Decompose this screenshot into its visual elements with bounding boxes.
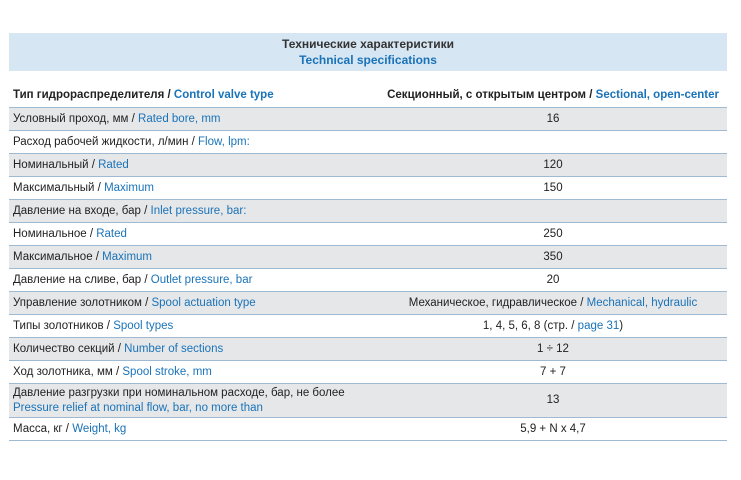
row-value-ru: 1 ÷ 12: [537, 342, 569, 355]
row-label-en: Weight, kg: [72, 422, 127, 435]
row-label: [9, 319, 379, 334]
row-label-en: Spool types: [113, 319, 174, 332]
row-label-ru: Давление на сливе, бар /: [13, 273, 151, 286]
header-right-en: Sectional, open-center: [595, 89, 719, 101]
row-value: [379, 158, 727, 173]
row-value: [379, 250, 727, 265]
row-label: [9, 204, 379, 219]
row-label: [9, 227, 379, 242]
row-label-ru: Управление золотником /: [13, 296, 152, 309]
row-label-en: Inlet pressure, bar:: [150, 204, 247, 217]
row-value-ru: 1, 4, 5, 6, 8 (стр. /: [482, 319, 578, 332]
table-row: [9, 384, 727, 418]
table-row: [9, 292, 727, 315]
table-row: [9, 361, 727, 384]
title-ru: Технические характеристики: [281, 37, 455, 51]
table-row: [9, 200, 727, 223]
row-value-tail: ): [619, 319, 624, 332]
row-value: [379, 319, 727, 334]
row-label-en: Rated: [96, 227, 127, 240]
row-value-en: page 31: [577, 319, 620, 332]
row-label: [9, 135, 379, 150]
spec-table: [9, 33, 727, 441]
row-value-ru: 13: [546, 394, 560, 406]
row-label-en: Pressure relief at nominal flow, bar, no more than: [13, 401, 263, 414]
row-label: [9, 273, 379, 288]
row-value-ru: 150: [543, 181, 563, 194]
row-label-en: Outlet pressure, bar: [150, 273, 253, 286]
row-label-en: Rated: [98, 158, 129, 171]
row-label: [9, 342, 379, 357]
table-row: [9, 338, 727, 361]
row-label: [9, 365, 379, 380]
header-right: [379, 88, 727, 103]
table-row: [9, 108, 727, 131]
row-value-en: Mechanical, hydraulic: [586, 296, 698, 309]
row-value: [379, 227, 727, 242]
row-label: [9, 112, 379, 127]
row-label-ru: Номинальное /: [13, 227, 97, 240]
table-row: [9, 269, 727, 292]
table-row: [9, 154, 727, 177]
row-value-ru: 250: [543, 227, 563, 240]
row-label-ru: Максимальное /: [13, 250, 103, 263]
row-label-en: Rated bore, mm: [138, 112, 221, 125]
row-label: [9, 250, 379, 265]
row-value-ru: 16: [546, 112, 560, 125]
row-label: [9, 386, 379, 416]
row-value-ru: 120: [543, 158, 563, 171]
table-row: [9, 177, 727, 200]
table-row: [9, 315, 727, 338]
row-label: [9, 296, 379, 311]
title-en: Technical specifications: [299, 53, 437, 67]
row-label-ru: Расход рабочей жидкости, л/мин /: [13, 135, 199, 148]
header-right-ru: Секционный, с открытым центром /: [387, 89, 596, 101]
table-title-box: [9, 33, 727, 71]
row-value: [379, 273, 727, 288]
row-label-ru: Масса, кг /: [13, 422, 73, 435]
header-left: [9, 88, 379, 103]
row-label-ru: Номинальный /: [13, 158, 99, 171]
row-value: [379, 422, 727, 437]
table-row: [9, 246, 727, 269]
row-label: [9, 422, 379, 437]
table-row: [9, 223, 727, 246]
row-label-ru: Количество секций /: [13, 342, 125, 355]
table-header: [9, 84, 727, 108]
row-label-ru: Условный проход, мм /: [13, 112, 139, 125]
row-value-ru: 20: [546, 273, 560, 286]
table-row: [9, 131, 727, 154]
row-value: [379, 365, 727, 380]
row-label-en: Maximum: [104, 181, 154, 194]
row-value: [379, 112, 727, 127]
row-value-ru: 350: [543, 250, 563, 263]
row-label-en: Flow, lpm:: [198, 135, 250, 148]
row-label-ru: Ход золотника, мм /: [13, 365, 123, 378]
row-label-ru: Типы золотников /: [13, 319, 114, 332]
row-value: [379, 393, 727, 408]
row-label-ru: Максимальный /: [13, 181, 105, 194]
row-label-en: Spool stroke, mm: [122, 365, 212, 378]
row-label-ru: Давление на входе, бар /: [13, 204, 151, 217]
row-value: [379, 181, 727, 196]
row-label: [9, 158, 379, 173]
row-value-ru: Механическое, гидравлическое /: [408, 296, 587, 309]
row-label-en: Number of sections: [124, 342, 224, 355]
row-label-en: Maximum: [102, 250, 153, 263]
row-label-en: Spool actuation type: [151, 296, 256, 309]
row-value: [379, 296, 727, 311]
row-value: [379, 342, 727, 357]
row-label-ru: Давление разгрузки при номинальном расходе, бар, не более: [13, 386, 345, 399]
header-left-en: Control valve type: [173, 89, 274, 101]
row-label: [9, 181, 379, 196]
table-row: [9, 418, 727, 441]
row-value-ru: 7 + 7: [540, 365, 566, 378]
header-left-ru: Тип гидрораспределителя /: [13, 89, 174, 101]
row-value-ru: 5,9 + N x 4,7: [520, 422, 586, 435]
